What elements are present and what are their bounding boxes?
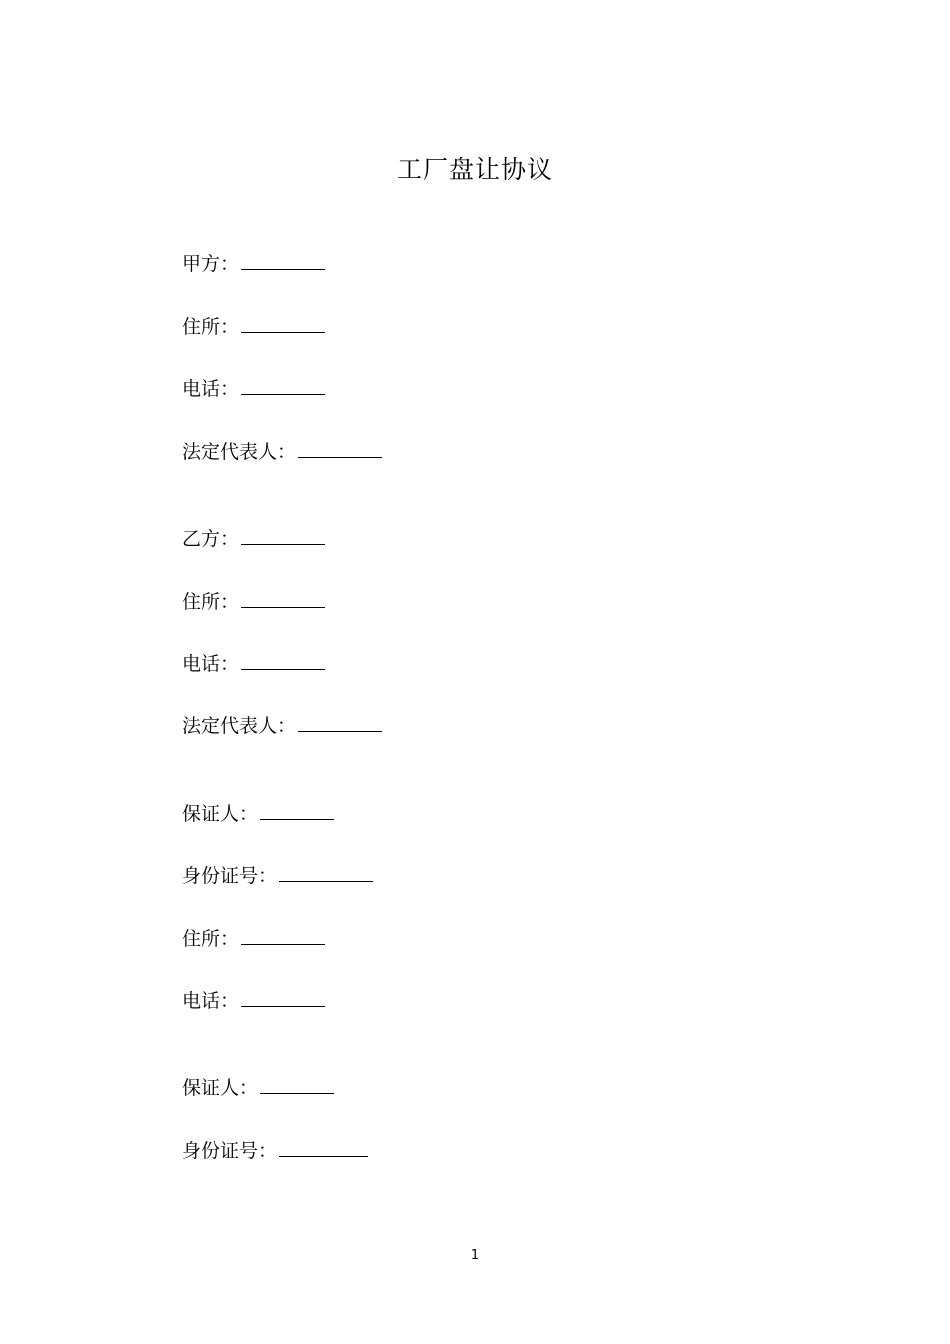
party-a-phone-field (182, 374, 325, 402)
guarantor-1-address-blank[interactable] (241, 924, 325, 945)
guarantor-2-id-blank[interactable] (279, 1136, 368, 1157)
party-b-address-field (182, 587, 325, 615)
party-b-representative-blank[interactable] (298, 711, 382, 732)
guarantor-2-id-label: 身份证号： (182, 1140, 278, 1162)
party-a-representative-field (182, 437, 382, 465)
party-a-representative-blank[interactable] (298, 437, 382, 458)
party-a-name-label: 甲方： (182, 253, 240, 275)
party-b-name-label: 乙方： (182, 528, 240, 550)
guarantor-2-name-blank[interactable] (260, 1073, 334, 1094)
guarantor-1-name-field (182, 799, 334, 827)
party-a-phone-blank[interactable] (241, 374, 325, 395)
party-a-name-field (182, 249, 325, 277)
guarantor-2-name-label: 保证人： (182, 1077, 259, 1099)
guarantor-1-name-blank[interactable] (260, 799, 334, 820)
guarantor-1-address-field (182, 924, 325, 952)
document-title: 工厂盘让协议 (396, 155, 553, 184)
party-a-name-blank[interactable] (241, 249, 325, 270)
party-b-phone-field (182, 649, 325, 677)
party-a-address-field (182, 312, 325, 340)
party-b-phone-label: 电话： (182, 653, 240, 675)
party-b-phone-blank[interactable] (241, 649, 325, 670)
party-b-representative-field (182, 711, 382, 739)
party-b-name-field (182, 524, 325, 552)
party-a-phone-label: 电话： (182, 378, 240, 400)
party-a-representative-label: 法定代表人： (182, 441, 297, 463)
guarantor-1-phone-blank[interactable] (241, 986, 325, 1007)
guarantor-1-id-field (182, 861, 373, 889)
guarantor-1-name-label: 保证人： (182, 803, 259, 825)
page-number: 1 (470, 1248, 480, 1263)
party-b-representative-label: 法定代表人： (182, 715, 297, 737)
guarantor-2-name-field (182, 1073, 334, 1101)
guarantor-1-address-label: 住所： (182, 928, 240, 950)
party-b-address-blank[interactable] (241, 587, 325, 608)
party-b-address-label: 住所： (182, 591, 240, 613)
party-a-address-blank[interactable] (241, 312, 325, 333)
party-a-address-label: 住所： (182, 316, 240, 338)
guarantor-2-id-field (182, 1136, 368, 1164)
guarantor-1-phone-label: 电话： (182, 990, 240, 1012)
guarantor-1-id-blank[interactable] (279, 861, 373, 882)
guarantor-1-phone-field (182, 986, 325, 1014)
party-b-name-blank[interactable] (241, 524, 325, 545)
guarantor-1-id-label: 身份证号： (182, 865, 278, 887)
